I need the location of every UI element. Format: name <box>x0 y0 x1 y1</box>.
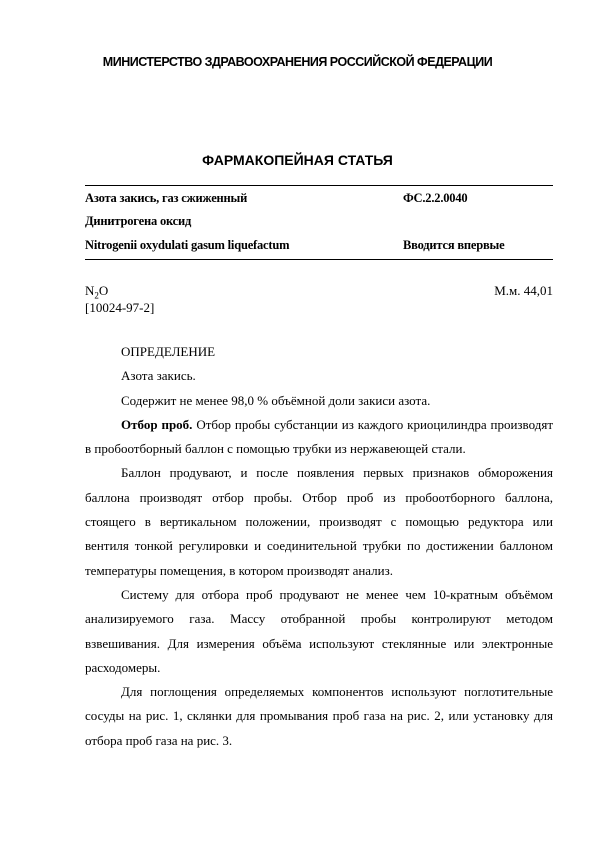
sampling-text: Отбор пробы субстанции из каждого криоцилиндра производят в пробоотборный баллон с помощью трубки из нержавеющей стали. <box>85 416 554 457</box>
substance-name-ru: Азота закись, газ сжиженный <box>85 191 248 205</box>
header-top-rule <box>85 185 553 186</box>
substance-name-latin: Nitrogenii oxydulati gasum liquefactum <box>85 238 290 252</box>
formula-n: N <box>85 283 95 298</box>
ministry-heading: МИНИСТЕРСТВО ЗДРАВООХРАНЕНИЯ РОССИЙСКОЙ ФЕДЕРАЦИИ <box>102 55 493 69</box>
paragraph: Баллон продувают, и после появления первых признаков обморожения баллона производят отбор пробы. Отбор проб из пробоотборного баллона, стоящего в вертикальном положении, производят с помощью редуктора или вентиля тонкой регулировки и соединительной трубки по достижении баллоном температуры помещения, в котором производят анализ. <box>85 465 553 578</box>
sampling-paragraph <box>85 413 553 462</box>
chemical-formula <box>85 283 108 301</box>
introduction-status: Вводится впервые <box>403 238 505 252</box>
formula-o: O <box>98 283 109 298</box>
header-bottom-rule <box>85 259 553 260</box>
formula-subscript: 2 <box>94 290 99 301</box>
substance-alt-name: Динитрогена оксид <box>85 214 192 228</box>
definition-line-2: Содержит не менее 98,0 % объёмной доли закиси азота. <box>121 392 431 408</box>
definition-line-1: Азота закись. <box>121 368 196 384</box>
monograph-body <box>85 340 553 753</box>
document-type-title: ФАРМАКОПЕЙНАЯ СТАТЬЯ <box>202 152 393 168</box>
cas-number: [10024-97-2] <box>85 300 155 315</box>
paragraph: Систему для отбора проб продувают не менее чем 10-кратным объёмом анализируемого газа. Массу отобранной пробы контролируют методом взвешивания. Для измерения объёма используют стеклянные или электронные расходомеры. <box>85 586 553 675</box>
paragraph: Для поглощения определяемых компонентов используют поглотительные сосуды на рис. 1, склянки для промывания проб газа на рис. 2, или установку для отбора проб газа на рис. 3. <box>85 684 553 748</box>
monograph-code: ФС.2.2.0040 <box>403 191 468 205</box>
sampling-label: Отбор проб. <box>121 416 193 432</box>
molecular-mass: М.м. 44,01 <box>494 283 553 298</box>
definition-heading: ОПРЕДЕЛЕНИЕ <box>121 344 216 359</box>
